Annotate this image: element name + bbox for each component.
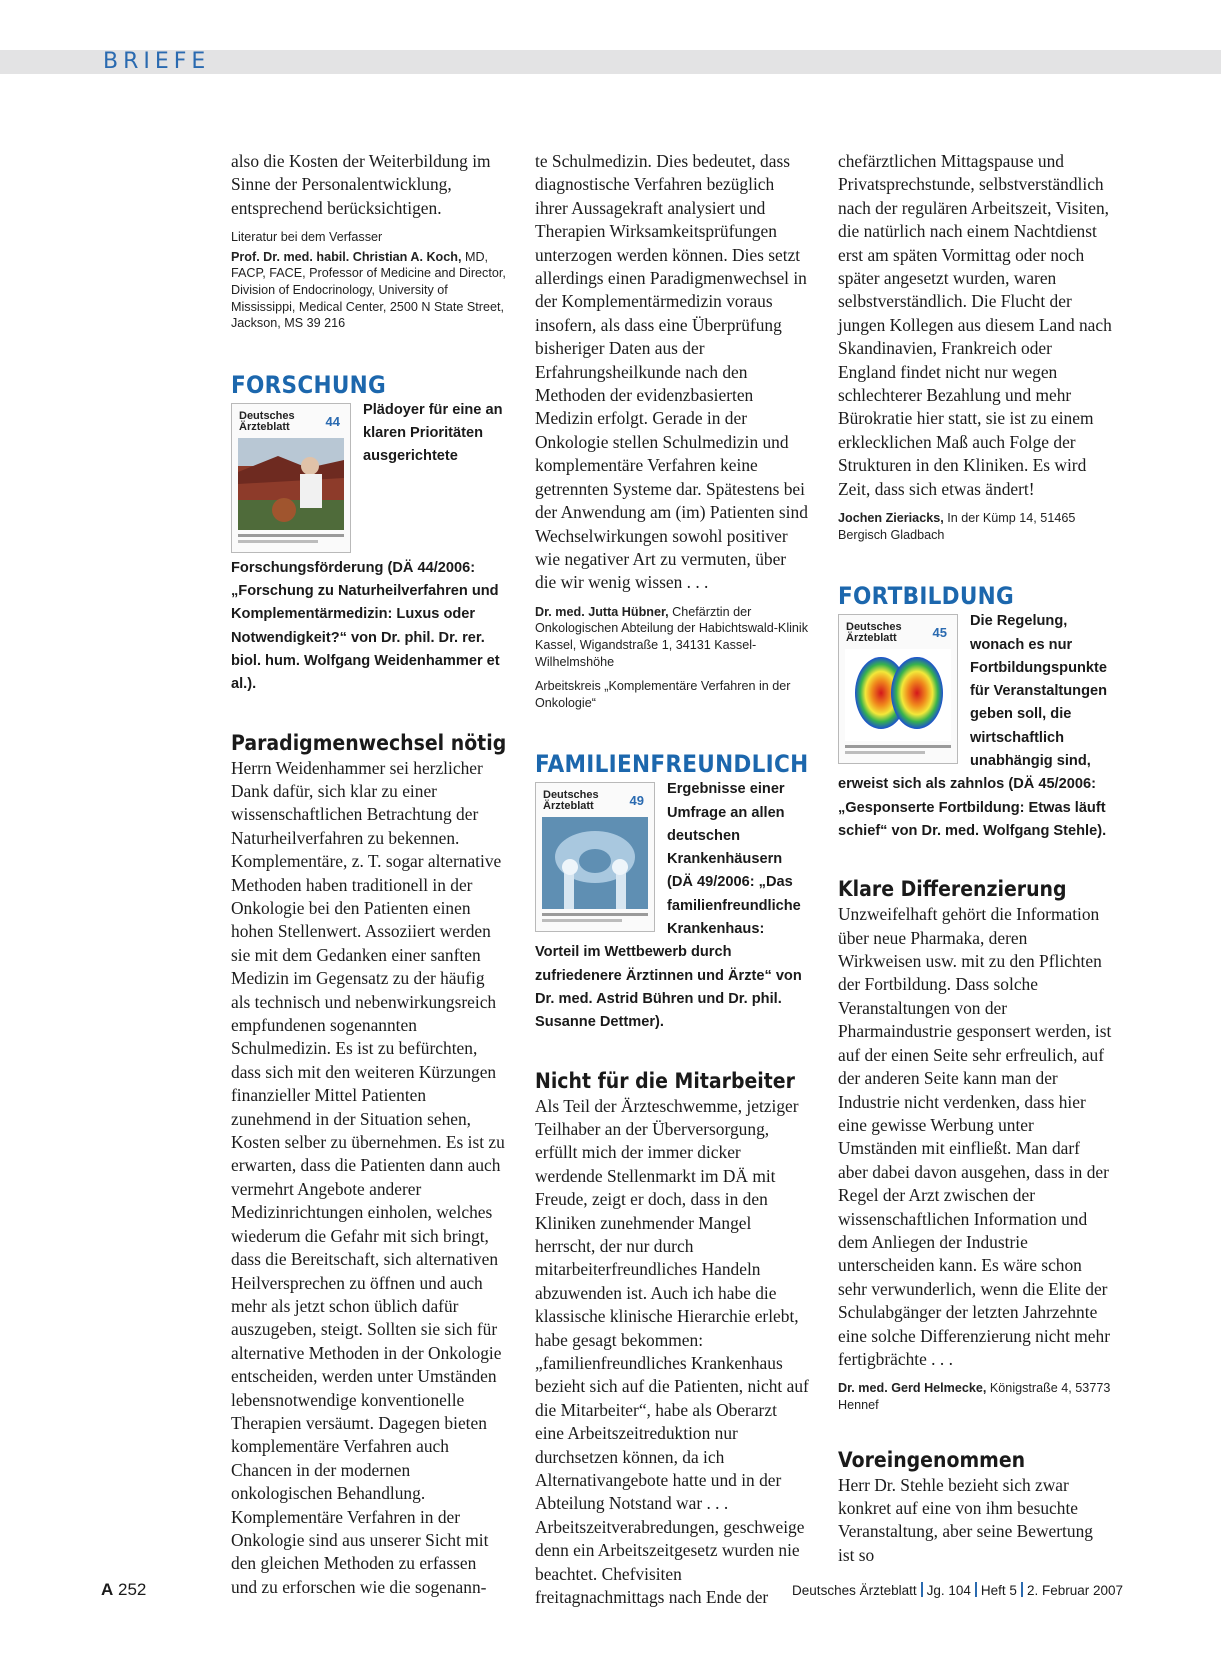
cover-logo: Deutsches Ärzteblatt — [239, 409, 295, 433]
author-name: Dr. med. Jutta Hübner, — [535, 604, 669, 619]
author-signature — [535, 604, 810, 670]
author-address: MD, FACP, FACE, Professor of Medicine and Director, Division of Endocrinology, University of Mississippi, Medical Center, 2500 N State Street, Jackson, MS 39 216 — [231, 249, 506, 331]
familienfreundlich-section — [535, 750, 810, 1034]
literature-note: Literatur bei dem Verfasser — [231, 230, 383, 245]
section-kicker: FAMILIENFREUNDLICH — [535, 750, 809, 779]
journal-name: Deutsches Ärzteblatt — [792, 1583, 917, 1598]
letter — [838, 876, 1113, 1413]
cover-caption-line — [845, 745, 951, 748]
teaser-text: Ergebnisse einer Umfrage an allen deutschen Krankenhäusern (DÄ 49/2006: „Das familienfreundliche Krankenhaus: Vorteil im Wettbewerb durch zufriedenere Ärztinnen und Ärzte“ von Dr. med. Astrid Bühren und Dr. phil. Susanne Dettmer). — [535, 781, 802, 1031]
letter-body: Herrn Weidenhammer sei herzlicher Dank dafür, sich klar zu einer wissenschaftlichen Betrachtung der Naturheilverfahren zu bekennen. Komplementäre, z. T. sogar alternative Methoden haben traditionell in der Onkologie bei den Patienten einen hohen Stellenwert. Assoziiert werden sie mit dem Gedanken einer sanften Medizin im Gegensatz zu der häufig als technisch und nebenwirkungsreich empfundenen sogenannten Schulmedizin. Es ist zu befürchten, dass sich mit den weiteren Kürzungen finanzieller Mittel Patienten zunehmend in der Situation sehen, Kosten selber zu übernehmen. Es ist zu erwarten, dass die Patienten dann auch vermehrt Angebote anderer Medizinrichtungen einholen, welches wiederum die Gefahr mit sich bringt, dass die Bereitschaft, sich alternativen Heilversprechen zu öffnen und auch mehr als jetzt schon üblich dafür auszugeben, steigt. Sollten sie sich für alternative Methoden in der Onkologie entscheiden, werden unter Umständen lebensnotwendige konventionelle Therapien versäumt. Dagegen bieten komplementäre Verfahren auch Chancen in der modernen onkologischen Behandlung. Komplementäre Verfahren in der Onkologie sind aus unserer Sicht mit den gleichen Methoden zu erfassen und zu erforschen wie die sogenann- — [231, 757, 505, 1597]
cover-caption-line — [238, 540, 318, 543]
column-1 — [231, 150, 506, 1599]
separator — [975, 1582, 977, 1597]
cover-caption-line — [542, 913, 648, 916]
author-address: Chefärztin der Onkologischen Abteilung der Habichtswald-Klinik Kassel, Wigandstraße 1, 34131 Kassel-Wilhelmshöhe — [535, 604, 809, 669]
cover-issue-number: 49 — [629, 793, 644, 809]
paragraph: te Schulmedizin. Dies bedeutet, dass diagnostische Verfahren bezüglich ihrer Aussagekraft analysiert und Therapien Wirksamkeitsprüfungen unterzogen werden können. Dies setzt allerdings einen Paradigmenwechsel in der Komplementärmedizin voraus insofern, als dass eine Überprüfung bisheriger Daten aus der Erfahrungsheilkunde nach den Methoden der evidenzbasierten Medizin erfolgt. Gerade in der Onkologie stellen Schulmedizin und komplementäre Verfahren keine getrennten Systeme dar. Spätestens bei der Anwendung am (im) Patienten sind Wechselwirkungen sowohl positiver wie negativer Art zu vermuten, über die wir wenig wissen . . . — [535, 151, 808, 593]
teaser-text: Plädoyer für eine an klaren Prioritäten ausgerichtete Forschungsförderung (DÄ 44/2006: „Forschung zu Naturheilverfahren und Komplementärmedizin: Luxus oder Notwendigkeit?“ von Dr. phil. Dr. rer. biol. hum. Wolfgang Weidenhammer et al.). — [231, 401, 503, 693]
issue: Heft 5 — [980, 1583, 1017, 1598]
cover-heatmap-image — [845, 649, 951, 741]
section-label: BRIEFE — [103, 49, 211, 74]
letter-body: Als Teil der Ärzteschwemme, jetziger Teilhaber an der Überversorgung, erfüllt mich der immer dicker werdende Stellenmarkt im DÄ mit Freude, zeigt er doch, dass in den Kliniken zunehmender Mangel herrscht, der nur durch mitarbeiterfreundliches Handeln abzuwenden ist. Auch ich habe die klassische klinische Hierarchie erlebt, habe gesagt bekommen: „familienfreundliches Krankenhaus bezieht sich auf die Patienten, nicht auf die Mitarbeiter“, habe als Oberarzt eine Arbeitszeitreduktion nur durchsetzen können, da ich Alternativangebote hatte und in der Abteilung Notstand war . . . Arbeitszeitverabredungen, geschweige denn ein Arbeitszeitgesetz wurden nie beachtet. Chefvisiten freitagnachmittags nach Ende der — [535, 1095, 809, 1608]
letter — [838, 1447, 1113, 1568]
author-signature — [231, 249, 506, 332]
author-signature — [838, 1380, 1113, 1413]
letter-headline: Klare Differenzierung — [838, 877, 1067, 902]
cover-logo: Deutsches Ärzteblatt — [846, 621, 902, 645]
cover-issue-number: 44 — [325, 413, 340, 429]
letter — [231, 730, 506, 1600]
letter-body: Herr Dr. Stehle bezieht sich zwar konkret auf eine von ihm besuchte Veranstaltung, aber seine Bewertung ist so — [838, 1474, 1093, 1565]
page-number — [101, 1580, 146, 1600]
paragraph: chefärztlichen Mittagspause und Privatsprechstunde, selbstverständlich nach der regulären Arbeitszeit, Visiten, die natürlich nach einem Nachtdienst erst am späten Vormittag oder noch später angesetzt wurden, waren selbstverständlich. Die Flucht der jungen Kollegen aus diesem Land nach Skandinavien, Frankreich oder England findet nicht nur wegen schlechterer Bezahlung und mehr Bürokratie hier statt, sie ist zu einem erklecklichen Maß auch Folge der Strukturen in den Kliniken. Es wird Zeit, dass sich etwas ändert! — [838, 151, 1112, 499]
section-kicker: FORSCHUNG — [231, 370, 387, 399]
cover-issue-number: 45 — [932, 625, 947, 641]
author-name: Jochen Zieriacks, — [838, 511, 944, 526]
cover-caption-line — [542, 919, 622, 922]
cover-photo-image — [238, 438, 344, 530]
cover-xray-image — [542, 817, 648, 909]
author-address: Königstraße 4, 53773 Hennef — [838, 1381, 1111, 1412]
column-3 — [838, 150, 1113, 1567]
issue-date: 2. Februar 2007 — [1026, 1583, 1123, 1598]
forschung-section — [231, 371, 506, 697]
section-kicker: FORTBILDUNG — [838, 582, 1015, 611]
paragraph: also die Kosten der Weiterbildung im Sinne der Personalentwicklung, entsprechend berücksichtigen. — [231, 151, 491, 218]
author-name: Prof. Dr. med. habil. Christian A. Koch, — [231, 249, 462, 264]
magazine-cover-thumbnail — [838, 614, 958, 764]
page-prefix: A — [101, 1580, 114, 1599]
separator — [1021, 1582, 1023, 1597]
author-signature — [838, 510, 1113, 543]
separator — [921, 1582, 923, 1597]
volume: Jg. 104 — [926, 1583, 971, 1598]
footer-citation — [792, 1582, 1123, 1598]
page-number-value: 252 — [118, 1580, 147, 1599]
fortbildung-section — [838, 582, 1113, 843]
teaser-text: Die Regelung, wonach es nur Fortbildungspunkte für Veranstaltungen geben soll, die wirtschaftlich unabhängig sind, erweist sich als zahnlos (DÄ 45/2006: „Gesponserte Fortbildung: Etwas läuft schief“ von Dr. med. Wolfgang Stehle). — [838, 613, 1108, 839]
author-name: Dr. med. Gerd Helmecke, — [838, 1381, 987, 1396]
author-address: In der Kümp 14, 51465 Bergisch Gladbach — [838, 511, 1076, 542]
author-affiliation-note: Arbeitskreis „Komplementäre Verfahren in der Onkologie“ — [535, 679, 791, 710]
magazine-cover-thumbnail — [535, 782, 655, 932]
cover-caption-line — [238, 534, 344, 537]
letter-body: Unzweifelhaft gehört die Information über neue Pharmaka, deren Wirkweisen usw. mit zu den Pflichten der Fortbildung. Dass solche Veranstaltungen von der Pharmaindustrie gesponsert werden, ist auf der einen Seite sehr erfreulich, auf der anderen Seite kann man der Industrie nicht verdenken, dass hier eine gewisse Werbung unter Umständen mit einfließt. Man darf aber dabei davon ausgehen, dass in der Regel der Arzt zwischen der wissenschaftlichen Information und dem Anliegen der Industrie unterscheiden kann. Es wäre schon sehr verwunderlich, wenn die Elite der Schulabgänger der letzten Jahrzehnte eine solche Differenzierung nicht mehr fertigbrächte . . . — [838, 904, 1112, 1369]
magazine-cover-thumbnail — [231, 403, 351, 553]
letter — [535, 1068, 810, 1610]
column-2 — [535, 150, 810, 1609]
letter-headline: Nicht für die Mitarbeiter — [535, 1068, 795, 1093]
cover-logo: Deutsches Ärzteblatt — [543, 789, 599, 813]
cover-caption-line — [845, 751, 925, 754]
letter-headline: Voreingenommen — [838, 1447, 1026, 1472]
letter-headline: Paradigmenwechsel nötig — [231, 730, 507, 755]
